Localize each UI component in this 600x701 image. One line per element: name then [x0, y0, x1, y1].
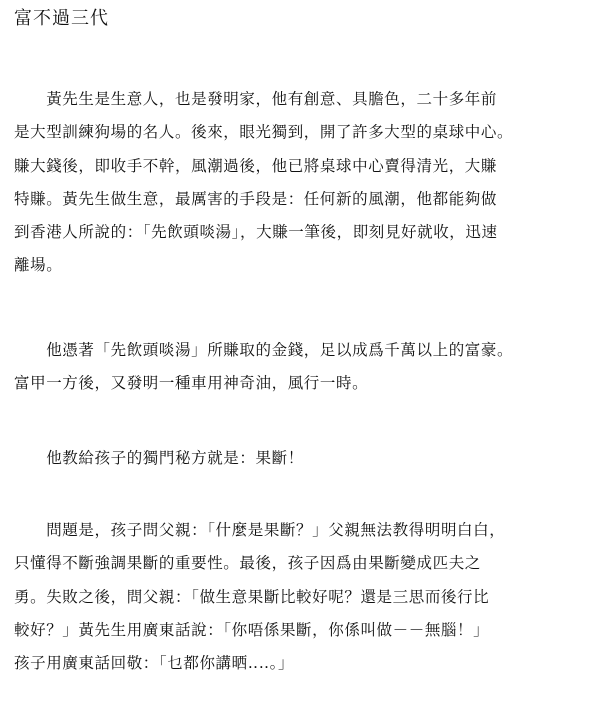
- paragraph-4-line-2: 只懂得不斷強調果斷的重要性。最後，孩子因爲由果斷變成匹夫之: [14, 554, 481, 572]
- paragraph-2-line-2: 富甲一方後，又發明一種車用神奇油，風行一時。: [14, 374, 369, 392]
- paragraph-3-line-1: 他教給孩子的獨門秘方就是：果斷！: [14, 449, 304, 467]
- paragraph-1-line-6: 離場。: [14, 256, 63, 274]
- paragraph-4-line-5: 孩子用廣東話回敬：「乜都你講晒‥‥。」: [14, 654, 295, 672]
- paragraph-1-line-2: 是大型訓練狗場的名人。後來，眼光獨到，開了許多大型的桌球中心。: [14, 123, 514, 141]
- paragraph-1-line-4: 特賺。黃先生做生意，最厲害的手段是：任何新的風潮，他都能夠做: [14, 190, 498, 208]
- paragraph-1-line-3: 賺大錢後，即收手不幹，風潮過後，他已將桌球中心賣得清光，大賺: [14, 157, 498, 175]
- paragraph-4-line-1: 問題是，孩子問父親：「什麼是果斷？」父親無法教得明明白白，: [14, 521, 506, 539]
- paragraph-1-line-1: 黃先生是生意人，也是發明家，他有創意、具膽色，二十多年前: [14, 90, 498, 108]
- paragraph-1-line-5: 到香港人所說的：「先飲頭啖湯」，大賺一筆後，即刻見好就收，迅速: [14, 223, 498, 241]
- paragraph-2-line-1: 他憑著「先飲頭啖湯」所賺取的金錢，足以成爲千萬以上的富豪。: [14, 341, 514, 359]
- paragraph-4-line-3: 勇。失敗之後，問父親：「做生意果斷比較好呢？還是三思而後行比: [14, 588, 490, 606]
- page-title: 富不過三代: [14, 8, 109, 29]
- paragraph-4-line-4: 較好？」黃先生用廣東話說：「你唔係果斷，你係叫做－－無腦！」: [14, 621, 490, 639]
